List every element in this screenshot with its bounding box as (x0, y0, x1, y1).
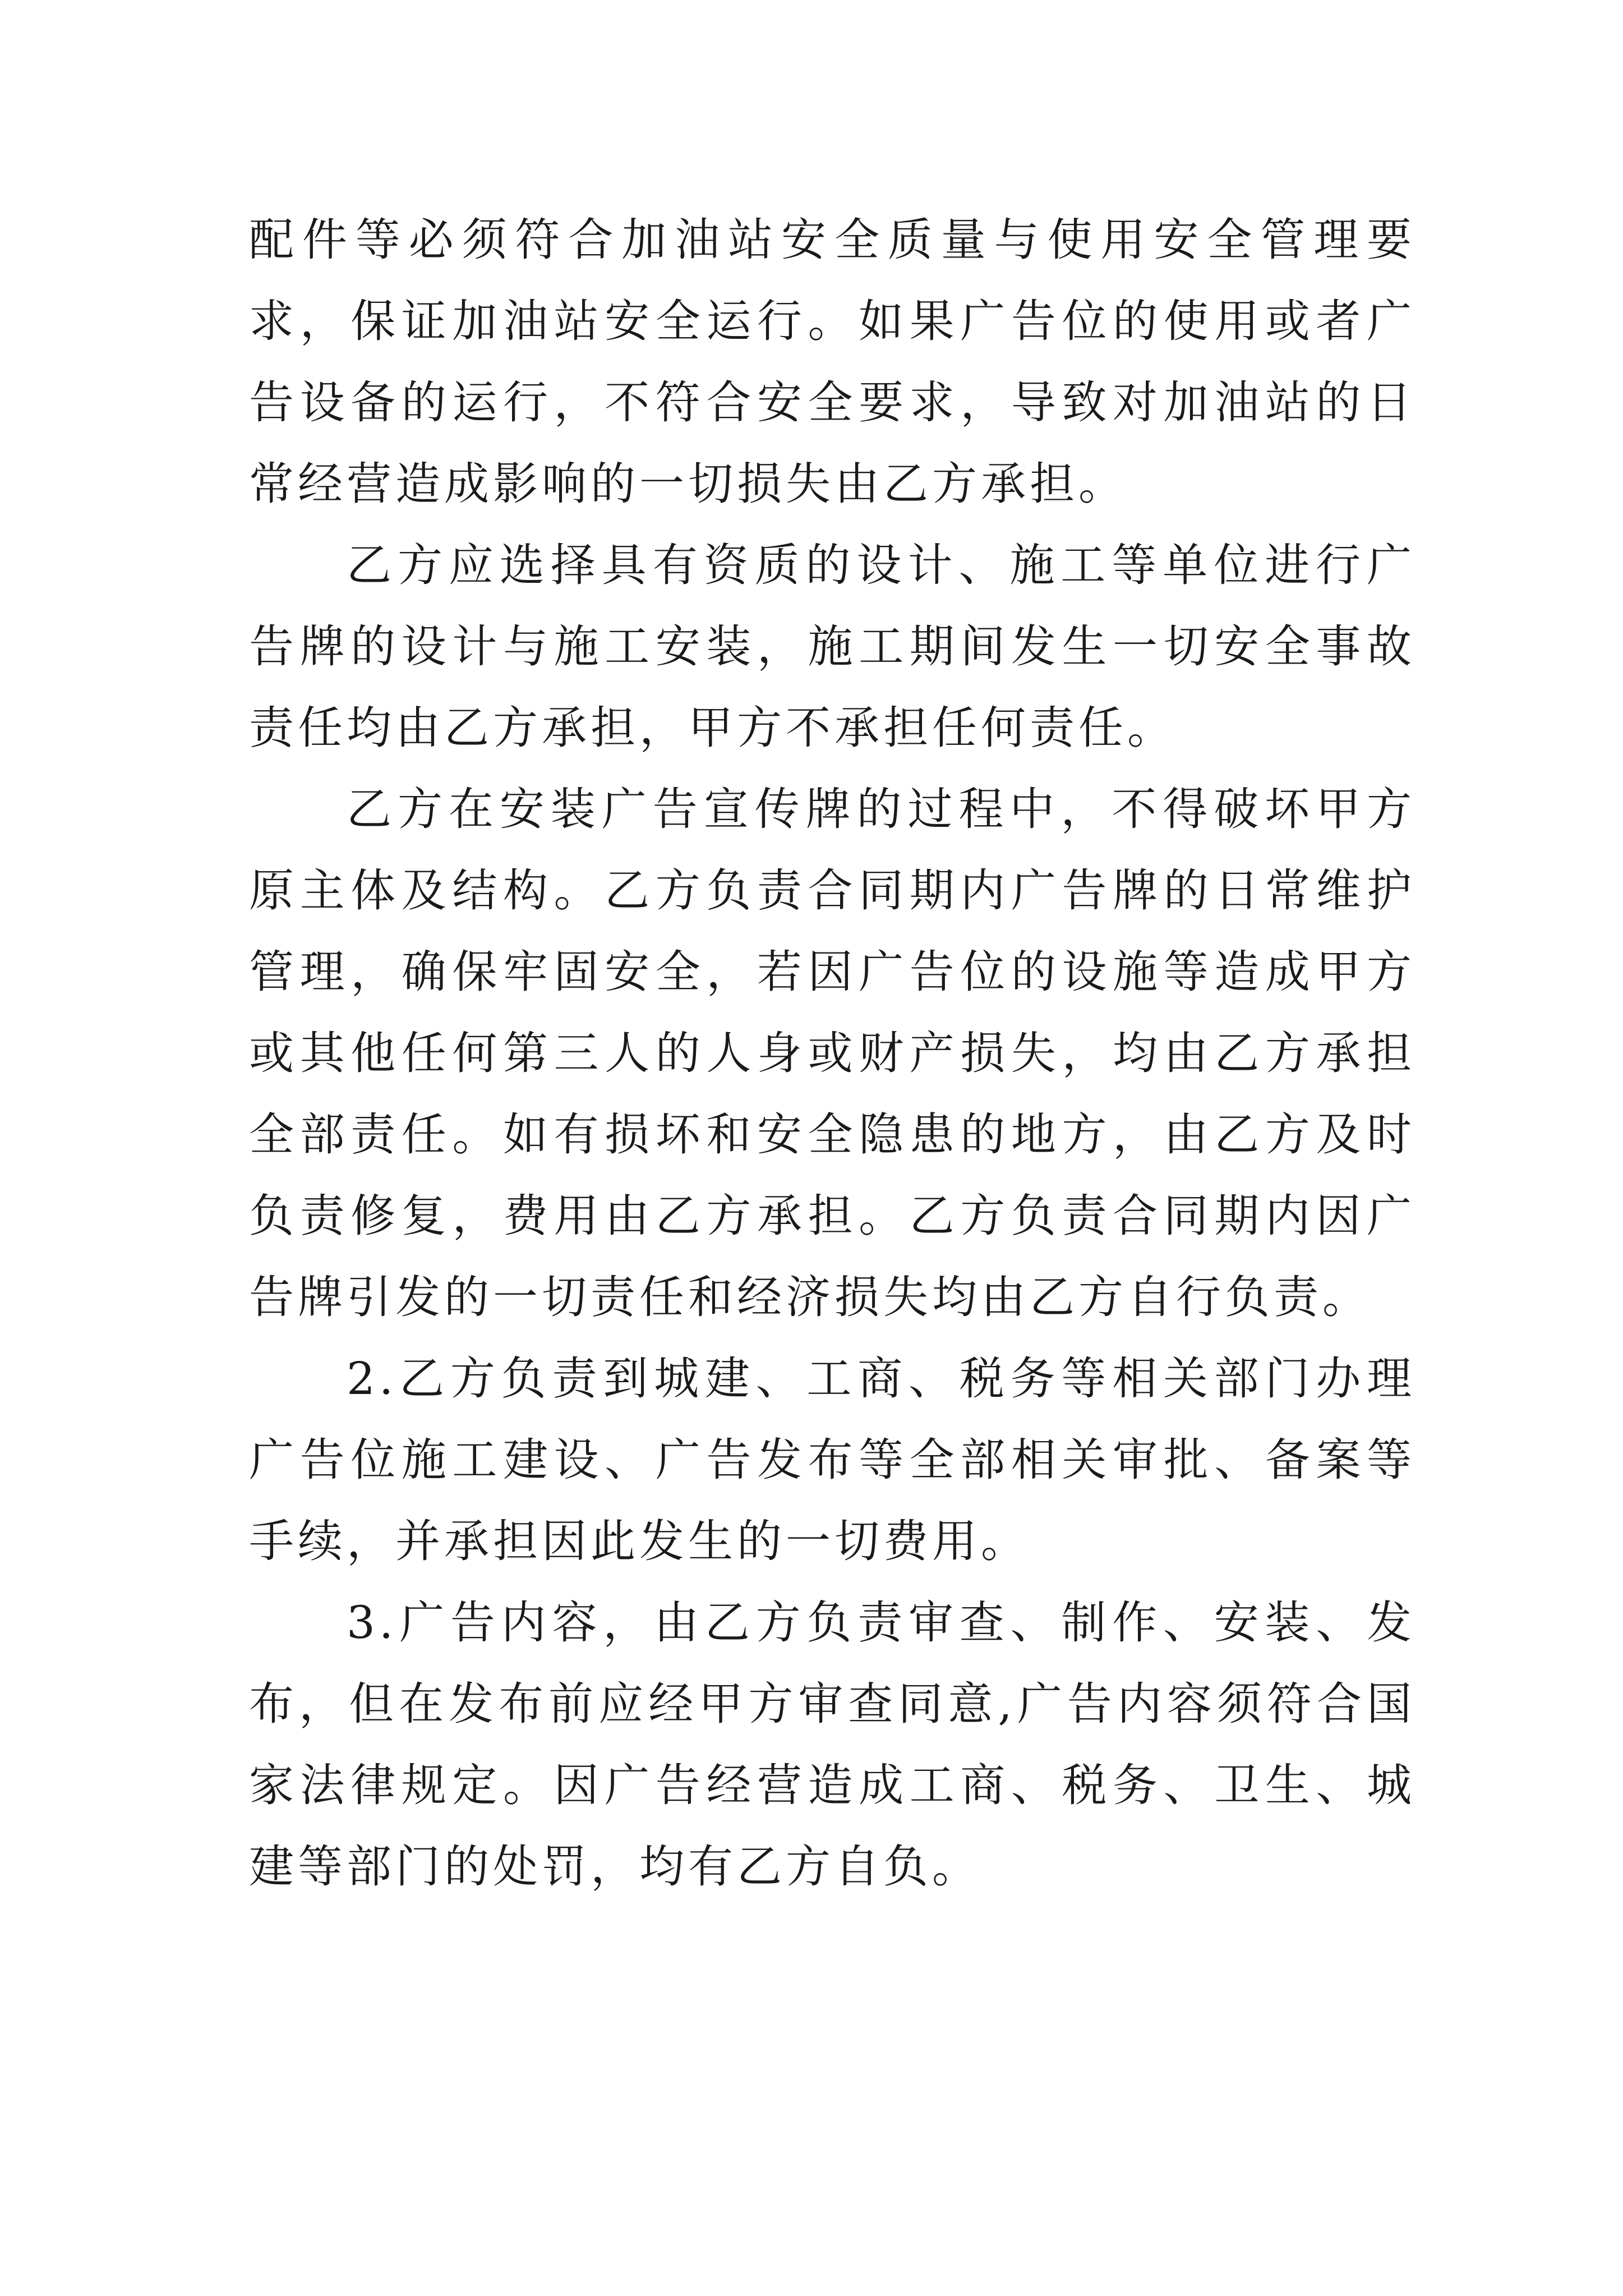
paragraph-6: 3.广告内容，由乙方负责审查、制作、安装、发布，但在发布前应经甲方审查同意,广告内容须符合国家法律规定。因广告经营造成工商、税务、卫生、城建等部门的处罚，均有乙方自负。 (249, 1596, 1415, 1893)
paragraph-2: 乙方应选择具有资质的设计、施工等单位进行广告牌的设计与施工安装，施工期间发生一切安全事故责任均由乙方承担，甲方不承担任何责任。 (249, 539, 1415, 754)
document-body (249, 199, 1415, 1907)
paragraph-5: 2.乙方负责到城建、工商、税务等相关部门办理广告位施工建设、广告发布等全部相关审批、备案等手续，并承担因此发生的一切费用。 (249, 1352, 1415, 1567)
paragraph-3: 乙方在安装广告宣传牌的过程中，不得破坏甲方原主体及结构。乙方负责合同期内广告牌的日常维护管理，确保牢固安全，若因广告位的设施等造成甲方或其他任何第三人的人身或财产损失，均由乙方承担全部责任。如有损坏和安全隐患的地方，由乙方及时负责修复，费用由乙方承担。乙方负责合同期内因广告牌引发的一切责任和经济损失均由乙方自行负责。 (249, 783, 1415, 1323)
paragraph-1: 配件等必须符合加油站安全质量与使用安全管理要求，保证加油站安全运行。如果广告位的使用或者广告设备的运行，不符合安全要求，导致对加油站的日常经营造成影响的一切损失由乙方承担。 (249, 214, 1415, 510)
